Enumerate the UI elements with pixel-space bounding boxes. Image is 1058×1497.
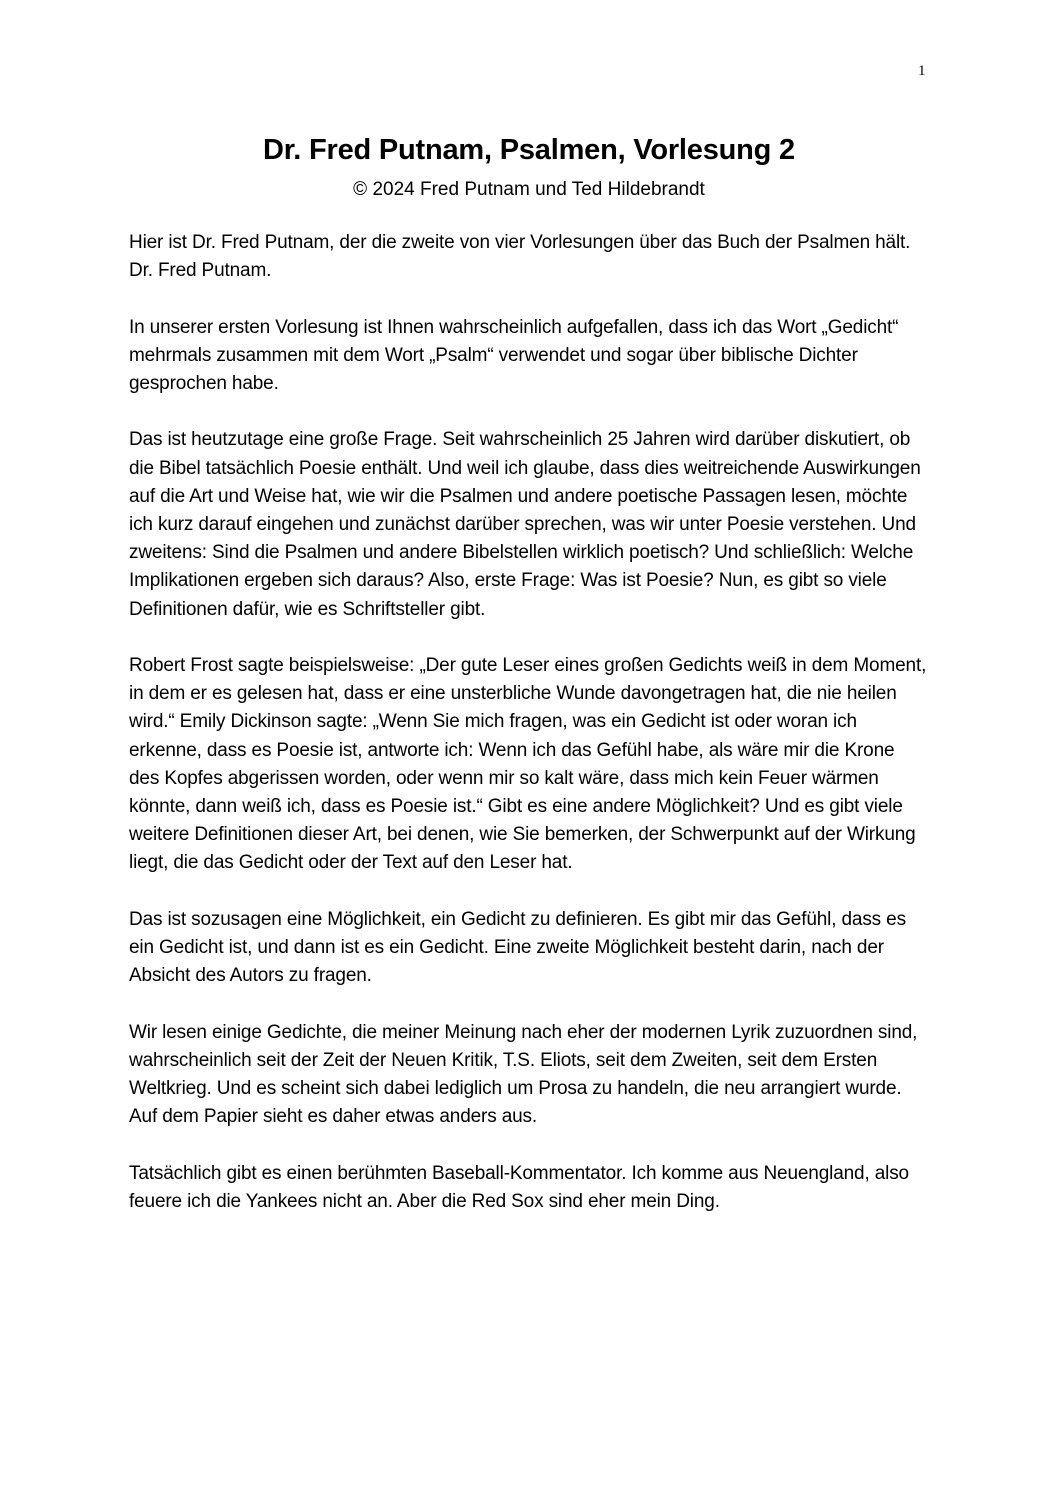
- document-title: Dr. Fred Putnam, Psalmen, Vorlesung 2: [263, 134, 795, 166]
- copyright-line: © 2024 Fred Putnam und Ted Hildebrandt: [353, 179, 705, 200]
- paragraph: Das ist heutzutage eine große Frage. Seit wahrscheinlich 25 Jahren wird darüber diskutiert, ob die Bibel tatsächlich Poesie enthält. Und weil ich glaube, dass dies weitreichende Auswirkungen auf die Art und Weise hat, wie wir die Psalmen und andere poetische Passagen lesen, möchte ich kurz darauf eingehen und zunächst darüber sprechen, was wir unter Poesie verstehen. Und zweitens: Sind die Psalmen und andere Bibelstellen wirklich poetisch? Und schließlich: Welche Implikationen ergeben sich daraus? Also, erste Frage: Was ist Poesie? Nun, es gibt so viele Definitionen dafür, wie es Schriftsteller gibt.: [129, 429, 921, 620]
- document-body: [129, 229, 929, 1244]
- paragraph: Wir lesen einige Gedichte, die meiner Meinung nach eher der modernen Lyrik zuzuordnen sind, wahrscheinlich seit der Zeit der Neuen Kritik, T.S. Eliots, seit dem Zweiten, seit dem Ersten Weltkrieg. Und es scheint sich dabei lediglich um Prosa zu handeln, die neu arrangiert wurde. Auf dem Papier sieht es daher etwas anders aus.: [129, 1021, 918, 1128]
- paragraph: Robert Frost sagte beispielsweise: „Der gute Leser eines großen Gedichts weiß in dem Moment, in dem er es gelesen hat, dass er eine unsterbliche Wunde davongetragen hat, die nie heilen wird.“ Emily Dickinson sagte: „Wenn Sie mich fragen, was ein Gedicht ist oder woran ich erkenne, dass es Poesie ist, antworte ich: Wenn ich das Gefühl habe, als wäre mir die Krone des Kopfes abgerissen worden, oder wenn mir so kalt wäre, dass mich kein Feuer wärmen könnte, dann weiß ich, dass es Poesie ist.“ Gibt es eine andere Möglichkeit? Und es gibt viele weitere Definitionen dieser Art, bei denen, wie Sie bemerken, der Schwerpunkt auf der Wirkung liegt, die das Gedicht oder der Text auf den Leser hat.: [129, 655, 927, 874]
- paragraph: Hier ist Dr. Fred Putnam, der die zweite von vier Vorlesungen über das Buch der Psalmen hält. Dr. Fred Putnam.: [129, 232, 911, 282]
- paragraph: Das ist sozusagen eine Möglichkeit, ein Gedicht zu definieren. Es gibt mir das Gefühl, dass es ein Gedicht ist, und dann ist es ein Gedicht. Eine zweite Möglichkeit besteht darin, nach der Absicht des Autors zu fragen.: [129, 908, 906, 987]
- paragraph: Tatsächlich gibt es einen berühmten Baseball-Kommentator. Ich komme aus Neuengland, also feuere ich die Yankees nicht an. Aber die Red Sox sind eher mein Ding.: [129, 1162, 909, 1212]
- paragraph: In unserer ersten Vorlesung ist Ihnen wahrscheinlich aufgefallen, dass ich das Wort „Gedicht“ mehrmals zusammen mit dem Wort „Psalm“ verwendet und sogar über biblische Dichter gesprochen habe.: [129, 316, 899, 394]
- page-number: 1: [918, 63, 926, 79]
